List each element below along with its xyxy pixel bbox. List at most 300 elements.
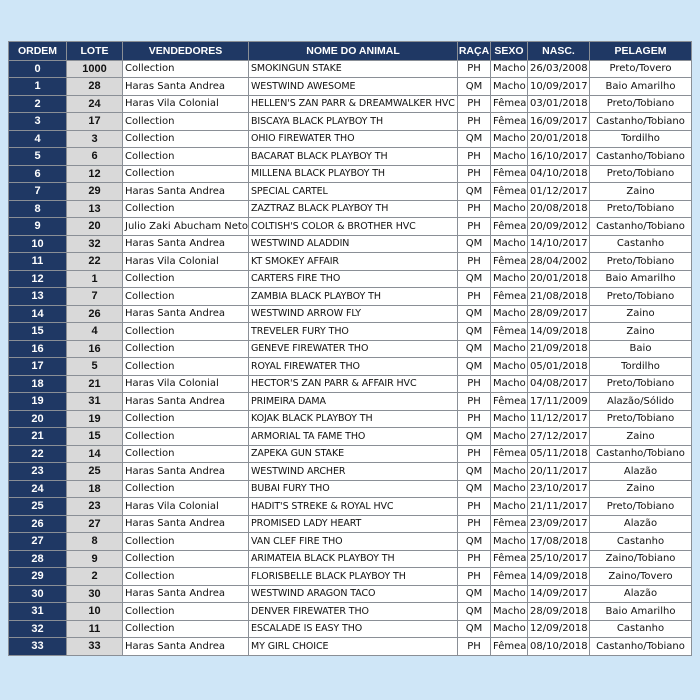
cell-nasc: 04/08/2017	[528, 375, 590, 393]
cell-ordem: 25	[9, 498, 67, 516]
cell-pelagem: Baio Amarilho	[590, 603, 692, 621]
cell-pelagem: Tordilho	[590, 130, 692, 148]
cell-pelagem: Castanho/Tobiano	[590, 218, 692, 236]
cell-nome-do-animal: ZAZTRAZ BLACK PLAYBOY TH	[249, 200, 458, 218]
cell-nome-do-animal: VAN CLEF FIRE THO	[249, 533, 458, 551]
cell-nasc: 14/09/2018	[528, 568, 590, 586]
cell-sexo: Fêmea	[491, 165, 528, 183]
cell-raca: QM	[458, 585, 491, 603]
cell-ordem: 2	[9, 95, 67, 113]
cell-vendedor: Collection	[123, 445, 249, 463]
cell-pelagem: Alazão	[590, 585, 692, 603]
cell-vendedor: Haras Vila Colonial	[123, 253, 249, 271]
table-row	[9, 270, 692, 288]
cell-ordem: 6	[9, 165, 67, 183]
cell-sexo: Fêmea	[491, 95, 528, 113]
cell-nome-do-animal: PROMISED LADY HEART	[249, 515, 458, 533]
cell-raca: QM	[458, 480, 491, 498]
cell-raca: PH	[458, 568, 491, 586]
cell-pelagem: Zaino	[590, 305, 692, 323]
cell-raca: QM	[458, 620, 491, 638]
cell-raca: QM	[458, 130, 491, 148]
cell-pelagem: Preto/Tobiano	[590, 253, 692, 271]
cell-lote: 23	[67, 498, 123, 516]
cell-nome-do-animal: TREVELER FURY THO	[249, 323, 458, 341]
cell-lote: 21	[67, 375, 123, 393]
cell-sexo: Fêmea	[491, 323, 528, 341]
cell-vendedor: Collection	[123, 480, 249, 498]
cell-nome-do-animal: OHIO FIREWATER THO	[249, 130, 458, 148]
table-row	[9, 165, 692, 183]
cell-ordem: 18	[9, 375, 67, 393]
cell-raca: PH	[458, 498, 491, 516]
table-row	[9, 305, 692, 323]
cell-nome-do-animal: WESTWIND ARROW FLY	[249, 305, 458, 323]
header-pelagem: PELAGEM	[590, 42, 692, 61]
cell-lote: 31	[67, 393, 123, 411]
cell-pelagem: Zaino	[590, 428, 692, 446]
cell-lote: 1	[67, 270, 123, 288]
cell-raca: QM	[458, 463, 491, 481]
cell-raca: PH	[458, 515, 491, 533]
cell-pelagem: Zaino	[590, 323, 692, 341]
cell-nasc: 25/10/2017	[528, 550, 590, 568]
cell-raca: PH	[458, 638, 491, 656]
cell-nasc: 10/09/2017	[528, 78, 590, 96]
cell-nome-do-animal: HECTOR'S ZAN PARR & AFFAIR HVC	[249, 375, 458, 393]
header-nasc: NASC.	[528, 42, 590, 61]
table-row	[9, 445, 692, 463]
cell-lote: 10	[67, 603, 123, 621]
cell-raca: PH	[458, 218, 491, 236]
cell-ordem: 20	[9, 410, 67, 428]
cell-vendedor: Collection	[123, 428, 249, 446]
cell-raca: PH	[458, 375, 491, 393]
cell-nome-do-animal: ESCALADE IS EASY THO	[249, 620, 458, 638]
cell-ordem: 22	[9, 445, 67, 463]
cell-vendedor: Haras Santa Andrea	[123, 183, 249, 201]
cell-raca: QM	[458, 323, 491, 341]
cell-pelagem: Baio Amarilho	[590, 270, 692, 288]
table-row	[9, 550, 692, 568]
cell-raca: PH	[458, 165, 491, 183]
cell-sexo: Fêmea	[491, 253, 528, 271]
cell-nasc: 23/09/2017	[528, 515, 590, 533]
cell-raca: QM	[458, 183, 491, 201]
cell-raca: QM	[458, 235, 491, 253]
cell-pelagem: Zaino/Tobiano	[590, 550, 692, 568]
cell-lote: 29	[67, 183, 123, 201]
cell-ordem: 24	[9, 480, 67, 498]
cell-pelagem: Zaino/Tovero	[590, 568, 692, 586]
cell-nome-do-animal: WESTWIND ALADDIN	[249, 235, 458, 253]
cell-sexo: Macho	[491, 270, 528, 288]
cell-sexo: Fêmea	[491, 445, 528, 463]
cell-vendedor: Haras Santa Andrea	[123, 78, 249, 96]
cell-raca: QM	[458, 358, 491, 376]
table-row	[9, 288, 692, 306]
cell-vendedor: Collection	[123, 620, 249, 638]
cell-nome-do-animal: BACARAT BLACK PLAYBOY TH	[249, 148, 458, 166]
table-row	[9, 95, 692, 113]
cell-nome-do-animal: MY GIRL CHOICE	[249, 638, 458, 656]
cell-vendedor: Collection	[123, 550, 249, 568]
cell-nasc: 11/12/2017	[528, 410, 590, 428]
cell-lote: 2	[67, 568, 123, 586]
cell-vendedor: Haras Santa Andrea	[123, 515, 249, 533]
cell-pelagem: Alazão	[590, 515, 692, 533]
cell-nome-do-animal: KOJAK BLACK PLAYBOY TH	[249, 410, 458, 428]
cell-pelagem: Preto/Tobiano	[590, 375, 692, 393]
cell-sexo: Macho	[491, 130, 528, 148]
cell-vendedor: Collection	[123, 200, 249, 218]
table-row	[9, 393, 692, 411]
cell-vendedor: Collection	[123, 148, 249, 166]
cell-nome-do-animal: ARIMATEIA BLACK PLAYBOY TH	[249, 550, 458, 568]
cell-vendedor: Collection	[123, 533, 249, 551]
cell-lote: 33	[67, 638, 123, 656]
cell-lote: 11	[67, 620, 123, 638]
cell-lote: 20	[67, 218, 123, 236]
cell-vendedor: Haras Santa Andrea	[123, 585, 249, 603]
cell-lote: 17	[67, 113, 123, 131]
cell-pelagem: Zaino	[590, 183, 692, 201]
cell-nome-do-animal: WESTWIND ARCHER	[249, 463, 458, 481]
cell-sexo: Macho	[491, 620, 528, 638]
cell-nasc: 28/09/2017	[528, 305, 590, 323]
cell-ordem: 32	[9, 620, 67, 638]
cell-vendedor: Haras Santa Andrea	[123, 638, 249, 656]
cell-sexo: Macho	[491, 533, 528, 551]
cell-sexo: Macho	[491, 340, 528, 358]
cell-nasc: 21/09/2018	[528, 340, 590, 358]
table-row	[9, 340, 692, 358]
cell-sexo: Fêmea	[491, 218, 528, 236]
cell-sexo: Macho	[491, 603, 528, 621]
cell-sexo: Macho	[491, 463, 528, 481]
cell-vendedor: Collection	[123, 60, 249, 78]
cell-pelagem: Preto/Tovero	[590, 60, 692, 78]
cell-ordem: 15	[9, 323, 67, 341]
cell-ordem: 17	[9, 358, 67, 376]
cell-nome-do-animal: ZAPEKA GUN STAKE	[249, 445, 458, 463]
cell-nasc: 04/10/2018	[528, 165, 590, 183]
cell-nasc: 14/09/2017	[528, 585, 590, 603]
cell-nasc: 28/09/2018	[528, 603, 590, 621]
cell-nasc: 05/11/2018	[528, 445, 590, 463]
table-row	[9, 603, 692, 621]
table-row	[9, 533, 692, 551]
cell-vendedor: Julio Zaki Abucham Neto	[123, 218, 249, 236]
header-row	[9, 42, 692, 61]
cell-vendedor: Haras Vila Colonial	[123, 95, 249, 113]
cell-vendedor: Collection	[123, 358, 249, 376]
cell-sexo: Macho	[491, 480, 528, 498]
cell-sexo: Macho	[491, 585, 528, 603]
cell-pelagem: Castanho	[590, 620, 692, 638]
cell-sexo: Fêmea	[491, 393, 528, 411]
cell-ordem: 12	[9, 270, 67, 288]
table-row	[9, 515, 692, 533]
cell-sexo: Macho	[491, 498, 528, 516]
header-raca: RAÇA	[458, 42, 491, 61]
cell-nome-do-animal: COLTISH'S COLOR & BROTHER HVC	[249, 218, 458, 236]
cell-sexo: Macho	[491, 358, 528, 376]
header-ordem: ORDEM	[9, 42, 67, 61]
cell-pelagem: Preto/Tobiano	[590, 165, 692, 183]
cell-nasc: 01/12/2017	[528, 183, 590, 201]
cell-nasc: 05/01/2018	[528, 358, 590, 376]
cell-lote: 13	[67, 200, 123, 218]
cell-ordem: 10	[9, 235, 67, 253]
cell-lote: 26	[67, 305, 123, 323]
table-row	[9, 183, 692, 201]
cell-ordem: 1	[9, 78, 67, 96]
table-row	[9, 235, 692, 253]
cell-raca: PH	[458, 550, 491, 568]
cell-ordem: 16	[9, 340, 67, 358]
auction-lot-table-container	[8, 41, 691, 656]
table-row	[9, 130, 692, 148]
cell-ordem: 23	[9, 463, 67, 481]
cell-lote: 30	[67, 585, 123, 603]
table-row	[9, 463, 692, 481]
cell-nasc: 26/03/2008	[528, 60, 590, 78]
cell-nasc: 12/09/2018	[528, 620, 590, 638]
cell-vendedor: Collection	[123, 568, 249, 586]
cell-vendedor: Haras Vila Colonial	[123, 498, 249, 516]
cell-lote: 8	[67, 533, 123, 551]
cell-nome-do-animal: FLORISBELLE BLACK PLAYBOY TH	[249, 568, 458, 586]
cell-lote: 12	[67, 165, 123, 183]
cell-nasc: 20/11/2017	[528, 463, 590, 481]
cell-nome-do-animal: CARTERS FIRE THO	[249, 270, 458, 288]
table-row	[9, 375, 692, 393]
header-vendedores: VENDEDORES	[123, 42, 249, 61]
cell-nome-do-animal: PRIMEIRA DAMA	[249, 393, 458, 411]
cell-lote: 15	[67, 428, 123, 446]
cell-pelagem: Zaino	[590, 480, 692, 498]
cell-ordem: 5	[9, 148, 67, 166]
cell-lote: 3	[67, 130, 123, 148]
cell-raca: PH	[458, 410, 491, 428]
cell-pelagem: Tordilho	[590, 358, 692, 376]
cell-raca: QM	[458, 533, 491, 551]
cell-sexo: Fêmea	[491, 638, 528, 656]
cell-sexo: Macho	[491, 428, 528, 446]
cell-nome-do-animal: MILLENA BLACK PLAYBOY TH	[249, 165, 458, 183]
cell-sexo: Fêmea	[491, 113, 528, 131]
cell-nasc: 08/10/2018	[528, 638, 590, 656]
cell-raca: QM	[458, 270, 491, 288]
cell-raca: PH	[458, 393, 491, 411]
cell-nome-do-animal: WESTWIND ARAGON TACO	[249, 585, 458, 603]
cell-sexo: Macho	[491, 60, 528, 78]
table-row	[9, 410, 692, 428]
cell-ordem: 7	[9, 183, 67, 201]
cell-ordem: 33	[9, 638, 67, 656]
cell-nome-do-animal: SPECIAL CARTEL	[249, 183, 458, 201]
cell-ordem: 27	[9, 533, 67, 551]
cell-ordem: 28	[9, 550, 67, 568]
cell-nome-do-animal: WESTWIND AWESOME	[249, 78, 458, 96]
cell-lote: 7	[67, 288, 123, 306]
cell-vendedor: Collection	[123, 165, 249, 183]
cell-nome-do-animal: ZAMBIA BLACK PLAYBOY TH	[249, 288, 458, 306]
cell-nasc: 21/11/2017	[528, 498, 590, 516]
table-row	[9, 358, 692, 376]
cell-nasc: 16/09/2017	[528, 113, 590, 131]
table-row	[9, 200, 692, 218]
cell-vendedor: Collection	[123, 288, 249, 306]
cell-pelagem: Preto/Tobiano	[590, 200, 692, 218]
cell-vendedor: Collection	[123, 323, 249, 341]
cell-vendedor: Haras Santa Andrea	[123, 305, 249, 323]
cell-nasc: 23/10/2017	[528, 480, 590, 498]
cell-nasc: 20/08/2018	[528, 200, 590, 218]
cell-raca: PH	[458, 148, 491, 166]
cell-lote: 14	[67, 445, 123, 463]
cell-lote: 28	[67, 78, 123, 96]
cell-ordem: 8	[9, 200, 67, 218]
table-row	[9, 60, 692, 78]
cell-sexo: Macho	[491, 410, 528, 428]
cell-pelagem: Baio	[590, 340, 692, 358]
cell-lote: 19	[67, 410, 123, 428]
cell-vendedor: Collection	[123, 130, 249, 148]
cell-sexo: Macho	[491, 148, 528, 166]
cell-lote: 9	[67, 550, 123, 568]
cell-ordem: 9	[9, 218, 67, 236]
cell-sexo: Macho	[491, 78, 528, 96]
cell-ordem: 0	[9, 60, 67, 78]
cell-sexo: Fêmea	[491, 288, 528, 306]
cell-pelagem: Castanho/Tobiano	[590, 148, 692, 166]
table-row	[9, 568, 692, 586]
cell-sexo: Macho	[491, 200, 528, 218]
cell-vendedor: Collection	[123, 340, 249, 358]
cell-lote: 22	[67, 253, 123, 271]
cell-raca: QM	[458, 305, 491, 323]
cell-pelagem: Preto/Tobiano	[590, 410, 692, 428]
cell-lote: 16	[67, 340, 123, 358]
table-row	[9, 620, 692, 638]
cell-ordem: 30	[9, 585, 67, 603]
cell-pelagem: Alazão	[590, 463, 692, 481]
cell-pelagem: Castanho	[590, 533, 692, 551]
cell-lote: 24	[67, 95, 123, 113]
cell-nome-do-animal: DENVER FIREWATER THO	[249, 603, 458, 621]
header-nome-do-animal: NOME DO ANIMAL	[249, 42, 458, 61]
cell-nome-do-animal: SMOKINGUN STAKE	[249, 60, 458, 78]
header-lote: LOTE	[67, 42, 123, 61]
cell-nome-do-animal: BISCAYA BLACK PLAYBOY TH	[249, 113, 458, 131]
cell-lote: 27	[67, 515, 123, 533]
cell-nome-do-animal: ARMORIAL TA FAME THO	[249, 428, 458, 446]
cell-nasc: 14/10/2017	[528, 235, 590, 253]
cell-raca: PH	[458, 60, 491, 78]
table-row	[9, 480, 692, 498]
cell-nome-do-animal: HADIT'S STREKE & ROYAL HVC	[249, 498, 458, 516]
cell-pelagem: Preto/Tobiano	[590, 498, 692, 516]
cell-raca: PH	[458, 253, 491, 271]
table-row	[9, 253, 692, 271]
cell-sexo: Fêmea	[491, 183, 528, 201]
cell-lote: 4	[67, 323, 123, 341]
cell-nasc: 14/09/2018	[528, 323, 590, 341]
table-row	[9, 498, 692, 516]
cell-raca: QM	[458, 78, 491, 96]
cell-nasc: 17/11/2009	[528, 393, 590, 411]
cell-nasc: 17/08/2018	[528, 533, 590, 551]
cell-lote: 18	[67, 480, 123, 498]
table-row	[9, 78, 692, 96]
cell-raca: PH	[458, 200, 491, 218]
cell-lote: 32	[67, 235, 123, 253]
table-row	[9, 148, 692, 166]
cell-nasc: 27/12/2017	[528, 428, 590, 446]
cell-lote: 6	[67, 148, 123, 166]
cell-pelagem: Castanho/Tobiano	[590, 113, 692, 131]
cell-ordem: 4	[9, 130, 67, 148]
cell-lote: 5	[67, 358, 123, 376]
cell-raca: PH	[458, 445, 491, 463]
cell-sexo: Macho	[491, 375, 528, 393]
cell-ordem: 21	[9, 428, 67, 446]
cell-nasc: 21/08/2018	[528, 288, 590, 306]
cell-raca: PH	[458, 95, 491, 113]
cell-nasc: 20/01/2018	[528, 130, 590, 148]
cell-vendedor: Haras Santa Andrea	[123, 463, 249, 481]
cell-vendedor: Collection	[123, 270, 249, 288]
cell-lote: 1000	[67, 60, 123, 78]
cell-nome-do-animal: HELLEN'S ZAN PARR & DREAMWALKER HVC	[249, 95, 458, 113]
cell-ordem: 19	[9, 393, 67, 411]
cell-vendedor: Collection	[123, 113, 249, 131]
table-body	[9, 60, 692, 655]
cell-sexo: Fêmea	[491, 550, 528, 568]
table-row	[9, 638, 692, 656]
cell-vendedor: Collection	[123, 603, 249, 621]
cell-vendedor: Collection	[123, 410, 249, 428]
cell-raca: PH	[458, 113, 491, 131]
cell-pelagem: Castanho/Tobiano	[590, 445, 692, 463]
cell-raca: QM	[458, 603, 491, 621]
cell-ordem: 29	[9, 568, 67, 586]
cell-nasc: 20/01/2018	[528, 270, 590, 288]
cell-nasc: 28/04/2002	[528, 253, 590, 271]
cell-nasc: 03/01/2018	[528, 95, 590, 113]
cell-vendedor: Haras Santa Andrea	[123, 235, 249, 253]
header-sexo: SEXO	[491, 42, 528, 61]
table-row	[9, 323, 692, 341]
table-row	[9, 428, 692, 446]
cell-nasc: 16/10/2017	[528, 148, 590, 166]
table-header	[9, 42, 692, 61]
cell-raca: QM	[458, 340, 491, 358]
cell-pelagem: Preto/Tobiano	[590, 95, 692, 113]
cell-pelagem: Castanho/Tobiano	[590, 638, 692, 656]
cell-nome-do-animal: GENEVE FIREWATER THO	[249, 340, 458, 358]
table-row	[9, 218, 692, 236]
cell-sexo: Fêmea	[491, 515, 528, 533]
cell-nome-do-animal: ROYAL FIREWATER THO	[249, 358, 458, 376]
cell-nome-do-animal: BUBAI FURY THO	[249, 480, 458, 498]
cell-ordem: 14	[9, 305, 67, 323]
cell-sexo: Macho	[491, 235, 528, 253]
cell-nasc: 20/09/2012	[528, 218, 590, 236]
cell-sexo: Fêmea	[491, 568, 528, 586]
